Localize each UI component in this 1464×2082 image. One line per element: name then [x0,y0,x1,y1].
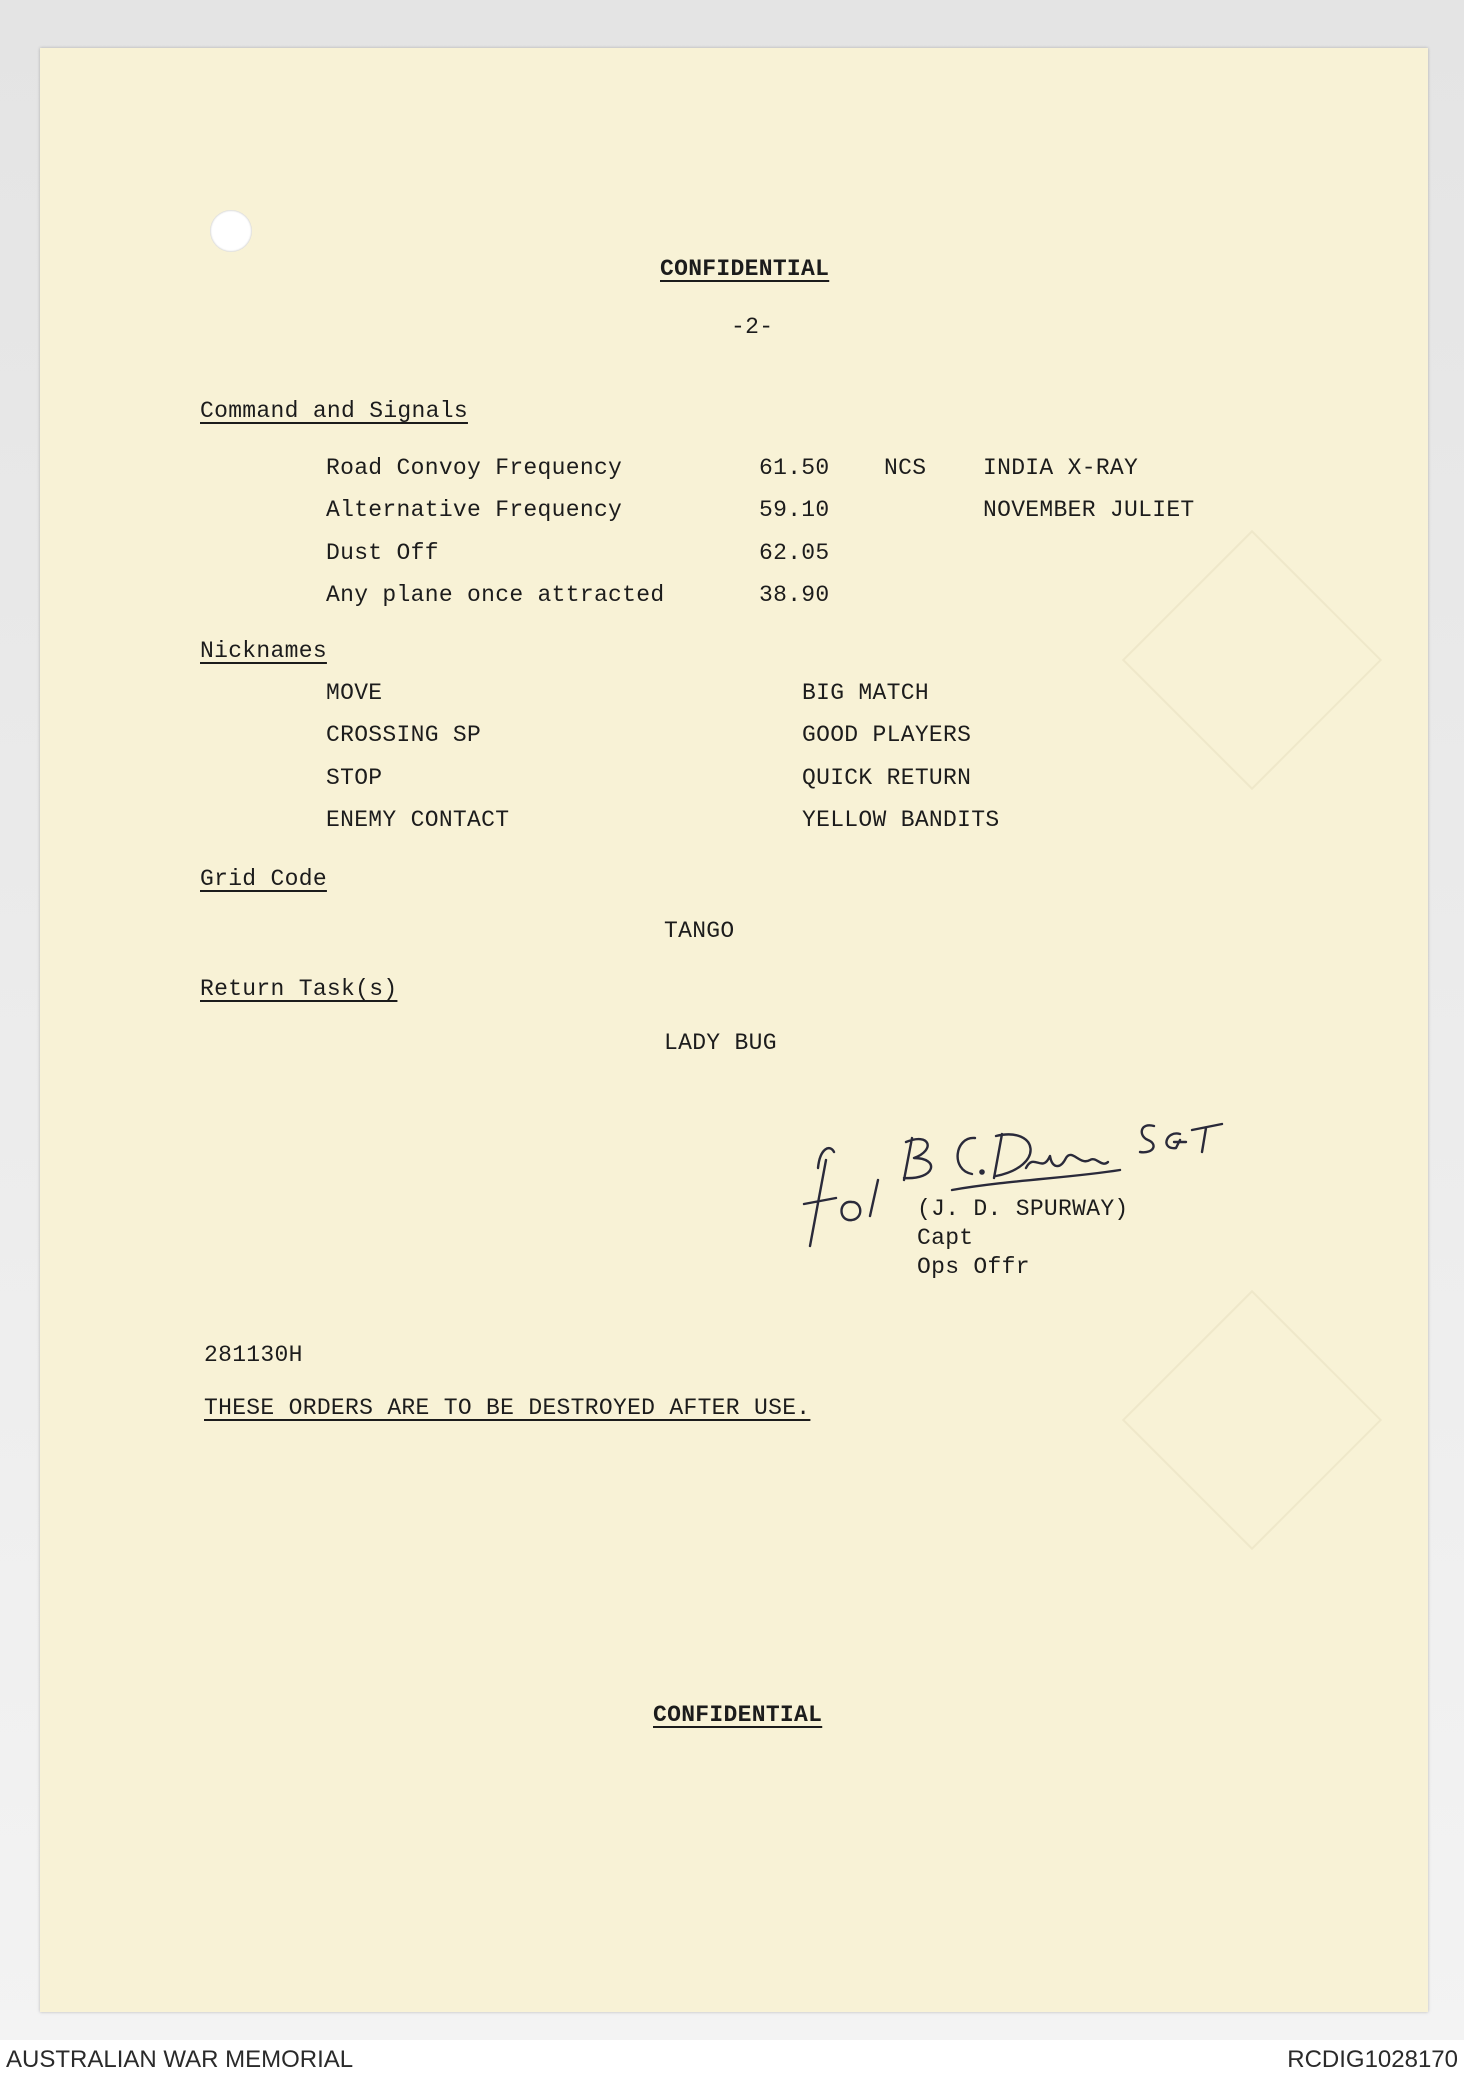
signal-row-callsign: INDIA X-RAY [983,455,1139,481]
signal-row-callsign: NOVEMBER JULIET [983,497,1195,523]
signal-row-label: Dust Off [326,540,439,566]
nickname-term: CROSSING SP [326,722,482,748]
return-task-value: LADY BUG [664,1030,777,1056]
return-task-heading: Return Task(s) [200,976,398,1002]
archive-credit: AUSTRALIAN WAR MEMORIAL [6,2046,354,2073]
signal-row-frequency: 61.50 [759,455,830,481]
signal-row-frequency: 38.90 [759,582,830,608]
signal-row-frequency: 62.05 [759,540,830,566]
grid-code-value: TANGO [664,918,735,944]
nickname-term: STOP [326,765,383,791]
nickname-term: ENEMY CONTACT [326,807,510,833]
page-number: -2- [731,314,774,340]
signatory-rank: Capt [917,1225,974,1251]
signal-row-label: Alternative Frequency [326,497,623,523]
nickname-value: GOOD PLAYERS [802,722,972,748]
signal-row-frequency: 59.10 [759,497,830,523]
classification-top: CONFIDENTIAL [660,256,830,282]
signal-row-label: Road Convoy Frequency [326,455,623,481]
archive-reference: RCDIG1028170 [1287,2046,1458,2073]
handwritten-signature [790,1108,1230,1258]
signal-row-ncs: NCS [884,455,927,481]
emboss-seal-lower [1122,1290,1382,1550]
nicknames-heading: Nicknames [200,638,327,664]
signatory-name: (J. D. SPURWAY) [917,1196,1129,1222]
nickname-value: BIG MATCH [802,680,929,706]
nickname-term: MOVE [326,680,383,706]
signatory-appointment: Ops Offr [917,1254,1030,1280]
punch-hole [210,210,252,252]
date-time-group: 281130H [204,1342,303,1368]
grid-code-heading: Grid Code [200,866,327,892]
classification-bottom: CONFIDENTIAL [653,1702,823,1728]
command-signals-heading: Command and Signals [200,398,468,424]
emboss-seal-upper [1122,530,1382,790]
destroy-notice: THESE ORDERS ARE TO BE DESTROYED AFTER USE. [204,1395,811,1421]
signal-row-label: Any plane once attracted [326,582,665,608]
nickname-value: YELLOW BANDITS [802,807,1000,833]
nickname-value: QUICK RETURN [802,765,972,791]
